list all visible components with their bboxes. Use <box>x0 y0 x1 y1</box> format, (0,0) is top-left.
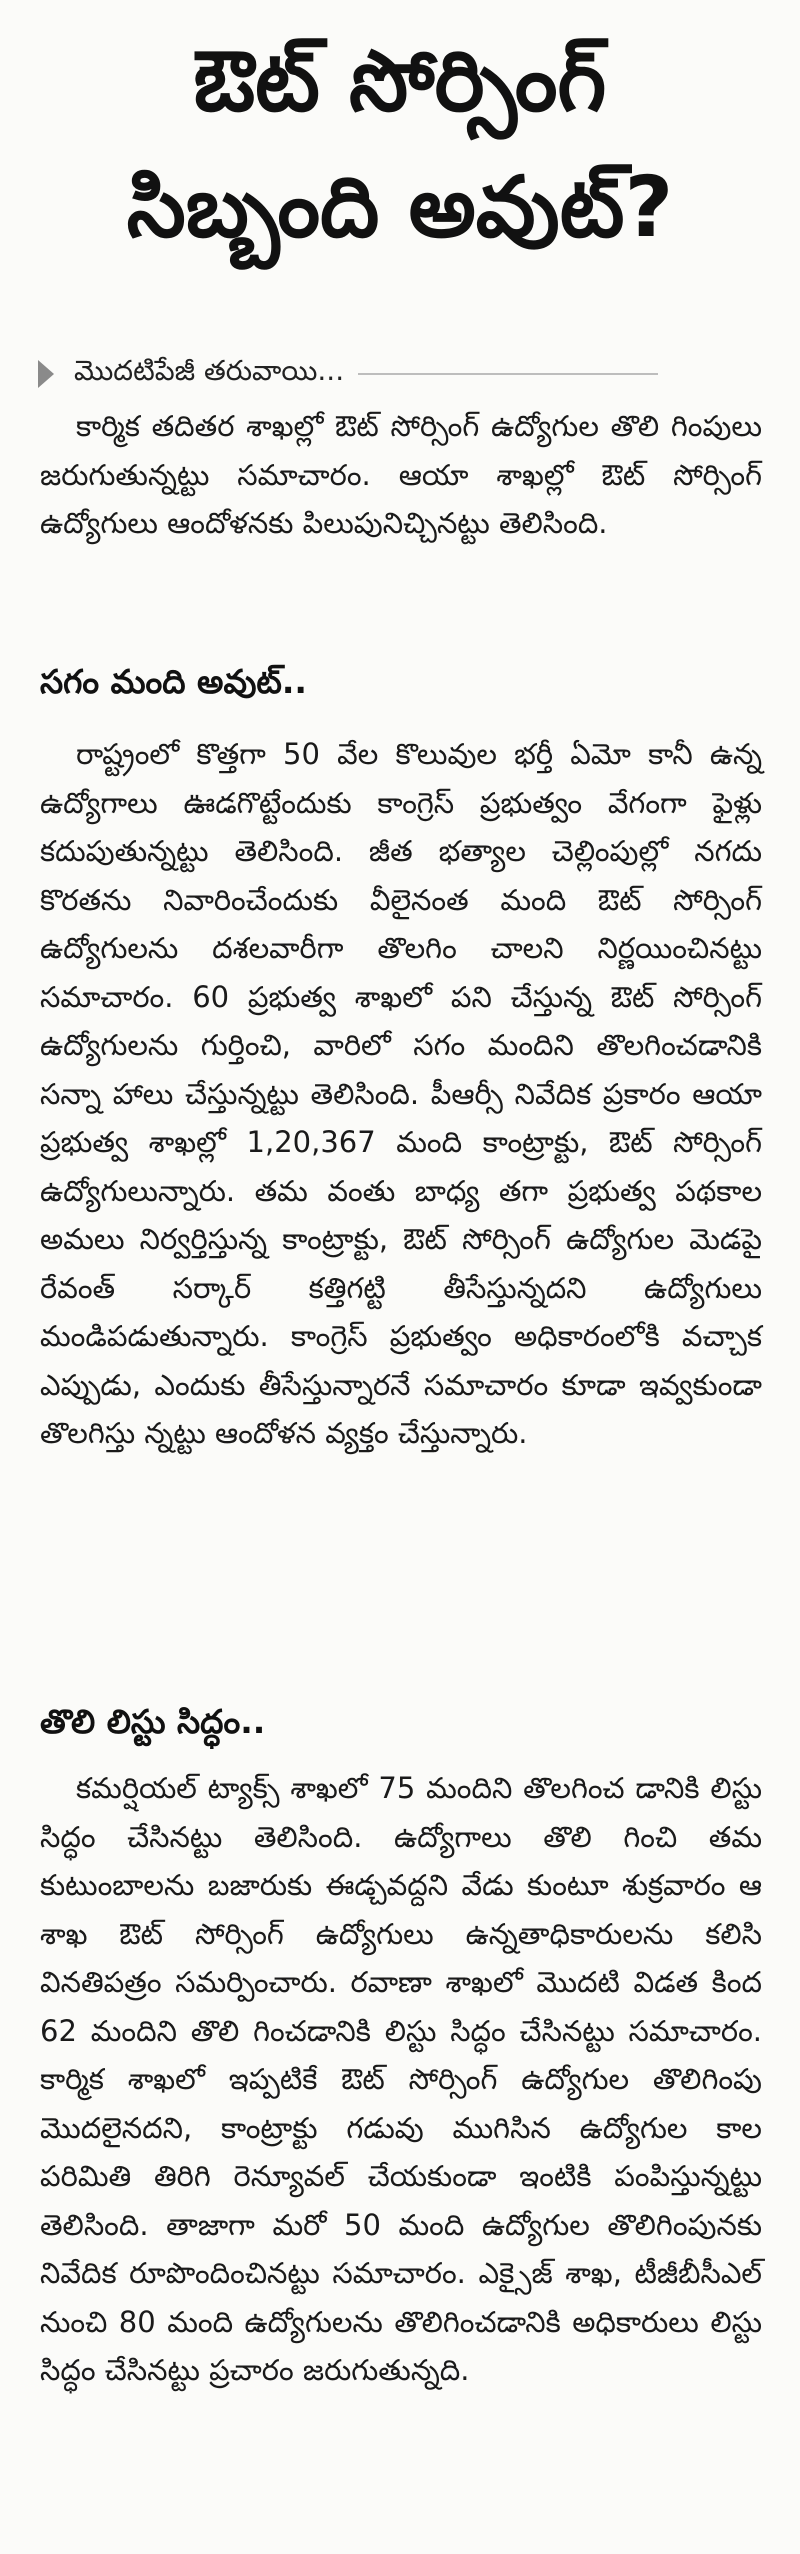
headline <box>40 18 760 270</box>
intro-paragraph: కార్మిక తదితర శాఖల్లో ఔట్ సోర్సింగ్ ఉద్యోగుల తొలి గింపులు జరుగుతున్నట్టు సమాచారం. ఆయా శాఖల్లో ఔట్ సోర్సింగ్ ఉద్యోగులు ఆందోళనకు పిలుపునిచ్చినట్టు తెలిసింది. <box>40 409 762 540</box>
headline-line-2: సిబ్బంది అవుట్? <box>126 158 674 256</box>
continued-from-front-page <box>38 354 658 394</box>
section-body-first-list: కమర్షియల్ ట్యాక్స్ శాఖలో 75 మందిని తొలగించ డానికి లిస్టు సిద్ధం చేసినట్టు తెలిసింది. ఉద్యోగాలు తొలి గించి తమ కుటుంబాలను బజారుకు ఈడ్చవద్దని వేడు కుంటూ శుక్రవారం ఆ శాఖ ఔట్ సోర్సింగ్ ఉద్యోగులు ఉన్నతాధికారులను కలిసి వినతిపత్రం సమర్పించారు. రవాణా శాఖలో మొదటి విడత కింద 62 మందిని తొలి గించడానికి లిస్టు సిద్ధం చేసినట్టు సమాచారం. కార్మిక శాఖలో ఇప్పటికే ఔట్ సోర్సింగ్ ఉద్యోగుల తొలిగింపు మొదలైనదని, కాంట్రాక్టు గడువు ముగిసిన ఉద్యోగుల కాల పరిమితి తిరిగి రెన్యూవల్ చేయకుండా ఇంటికి పంపిస్తున్నట్టు తెలిసింది. తాజాగా మరో 50 మంది ఉద్యోగుల తొలిగింపునకు నివేదిక రూపొందించినట్టు సమాచారం. ఎక్సైజ్ శాఖ, టీజీబీసీఎల్ నుంచి 80 మంది ఉద్యోగులను తొలిగించడానికి అధికారులు లిస్టు సిద్ధం చేసినట్టు ప్రచారం జరుగుతున్నది. <box>40 1771 762 2387</box>
headline-line-1: ఔట్ సోర్సింగ్ <box>193 32 607 130</box>
continued-rule <box>358 373 658 375</box>
section-heading-half-out: సగం మంది అవుట్.. <box>40 662 307 701</box>
section-heading-first-list: తొలి లిస్టు సిద్ధం.. <box>40 1702 266 1741</box>
continued-label: మొదటిపేజీ తరువాయి... <box>74 354 345 387</box>
section-body-half-out: రాష్ట్రంలో కొత్తగా 50 వేల కొలువుల భర్తీ ఏమో కానీ ఉన్న ఉద్యోగాలు ఊడగొట్టేందుకు కాంగ్రెస్ ప్రభుత్వం వేగంగా ఫైళ్లు కదుపుతున్నట్టు తెలిసింది. జీత భత్యాల చెల్లింపుల్లో నగదు కొరతను నివారించేందుకు వీలైనంత మంది ఔట్ సోర్సింగ్ ఉద్యోగులను దశలవారీగా తొలగిం చాలని నిర్ణయించినట్టు సమాచారం. 60 ప్రభుత్వ శాఖలో పని చేస్తున్న ఔట్ సోర్సింగ్ ఉద్యోగులను గుర్తించి, వారిలో సగం మందిని తొలగించడానికి సన్నా హాలు చేస్తున్నట్టు తెలిసింది. పీఆర్సీ నివేదిక ప్రకారం ఆయా ప్రభుత్వ శాఖల్లో 1,20,367 మంది కాంట్రాక్టు, ఔట్ సోర్సింగ్ ఉద్యోగులున్నారు. తమ వంతు బాధ్య తగా ప్రభుత్వ పథకాల అమలు నిర్వర్తిస్తున్న కాంట్రాక్టు, ఔట్ సోర్సింగ్ ఉద్యోగుల మెడపై రేవంత్ సర్కార్ కత్తిగట్టి తీసేస్తున్నదని ఉద్యోగులు మండిపడుతున్నారు. కాంగ్రెస్ ప్రభుత్వం అధికారంలోకి వచ్చాక ఎప్పుడు, ఎందుకు తీసేస్తున్నారనే సమాచారం కూడా ఇవ్వకుండా తొలగిస్తు న్నట్టు ఆందోళన వ్యక్తం చేస్తున్నారు. <box>40 737 762 1450</box>
arrow-right-icon <box>38 360 54 388</box>
